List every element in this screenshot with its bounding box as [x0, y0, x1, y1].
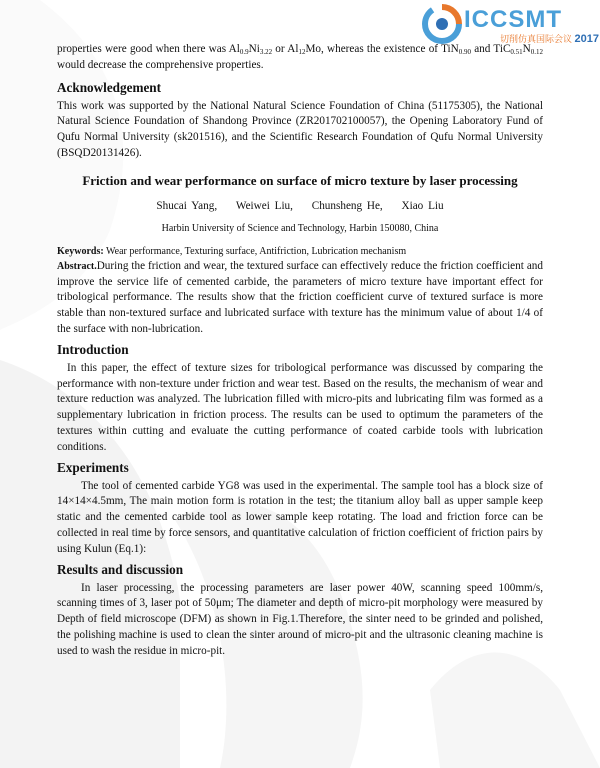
keywords-label: Keywords: [57, 245, 104, 257]
introduction-heading: Introduction [57, 341, 129, 357]
conference-logo [420, 2, 600, 46]
experiments-text: The tool of cemented carbide YG8 was used in the experimental. The sample tool has a block size of 14×14×4.5mm, The main motion form is rotation in the test; the titanium alloy ball as upper sample keep static and the cemented carbide tool as lower sample keep rotating. The load and friction force can be collected in real time by force sensors, and quantitative calculation of friction coefficient of friction pairs by using Kulun (Eq.1): [57, 479, 543, 555]
author-affiliation: Harbin University of Science and Technology, Harbin 150080, China [161, 222, 439, 234]
results-text: In laser processing, the processing parameters are laser power 40W, scanning speed 100mm/s, scanning times of 3, laser pot of 50μm; The diameter and depth of micro-pit morphology were measured by Depth of field microscope (DFM) as shown in Fig.1.Therefore, the sinter need to be grinded and polished, the polishing machine is used to clean the sinter around of micro-pit and the ultrasonic cleaning machine is used to wash the residue in micro-pit. [57, 581, 543, 657]
acknowledgement-heading: Acknowledgement [57, 79, 162, 95]
logo-year: 2017 [574, 33, 600, 45]
abstract-text: During the friction and wear, the textured surface can effectively reduce the friction coefficient and improve the service life of cemented carbide, the parameters of micro texture have important effect for tribological performance. The results show that the friction coefficient curve of textured surface is more stable than non-textured surface and lubricated surface with texture has the minimum value of about 1/4 of the surface with non-lubrication. [57, 259, 543, 335]
author-name: Chunsheng He, [311, 199, 383, 212]
experiments-heading: Experiments [57, 459, 129, 475]
previous-paper-conclusion: properties were good when there was $Al_{0.9}Ni_{3.22}$ or $Al_{12}Mo$, whereas the existence of TiN$_{0.90}$ and $TiC_{0.51}N_{0.12}$ would decrease the comprehensive properties. [57, 43, 543, 71]
author-name: Shucai Yang, [156, 199, 218, 212]
keywords [57, 245, 543, 259]
author-list [57, 199, 543, 214]
author-name: Xiao Liu [401, 199, 444, 212]
results-heading: Results and discussion [57, 561, 184, 577]
paper-title: Friction and wear performance on surface of micro texture by laser processing [82, 172, 518, 188]
acknowledgement-text: This work was supported by the National Natural Science Foundation of China (51175305), the National Natural Science Foundation of Shandong Province (ZR201702100057), the Opening Laboratory Fund of Qufu Normal University (sk201516), and the Scientific Research Foundation of Qufu Normal University (BSQD20131426). [57, 99, 543, 159]
logo-name: ICCSMT [464, 6, 562, 33]
author-name: Weiwei Liu, [235, 199, 293, 212]
paper-content [57, 42, 543, 660]
introduction-text: In this paper, the effect of texture sizes for tribological performance was discussed by comparing the performance with non-texture under friction and wear test. Based on the results, the mechanism of wear and texture reduction was analyzed. The lubrication filled with micro-pits and lubricating film was formed as a supplementary lubrication in friction process. The results can be used to optimum the parameters of the textures within cutting and evaluate the cutting performance of coated carbide tools with lubrication conditions. [57, 361, 543, 453]
abstract [57, 259, 543, 338]
logo-swirl-icon [420, 2, 464, 46]
abstract-label: Abstract. [57, 260, 97, 272]
keywords-text: Wear performance, Texturing surface, Antifriction, Lubrication mechanism [103, 245, 407, 257]
logo-subtitle-text: 切削仿真国际会议 [500, 34, 573, 44]
